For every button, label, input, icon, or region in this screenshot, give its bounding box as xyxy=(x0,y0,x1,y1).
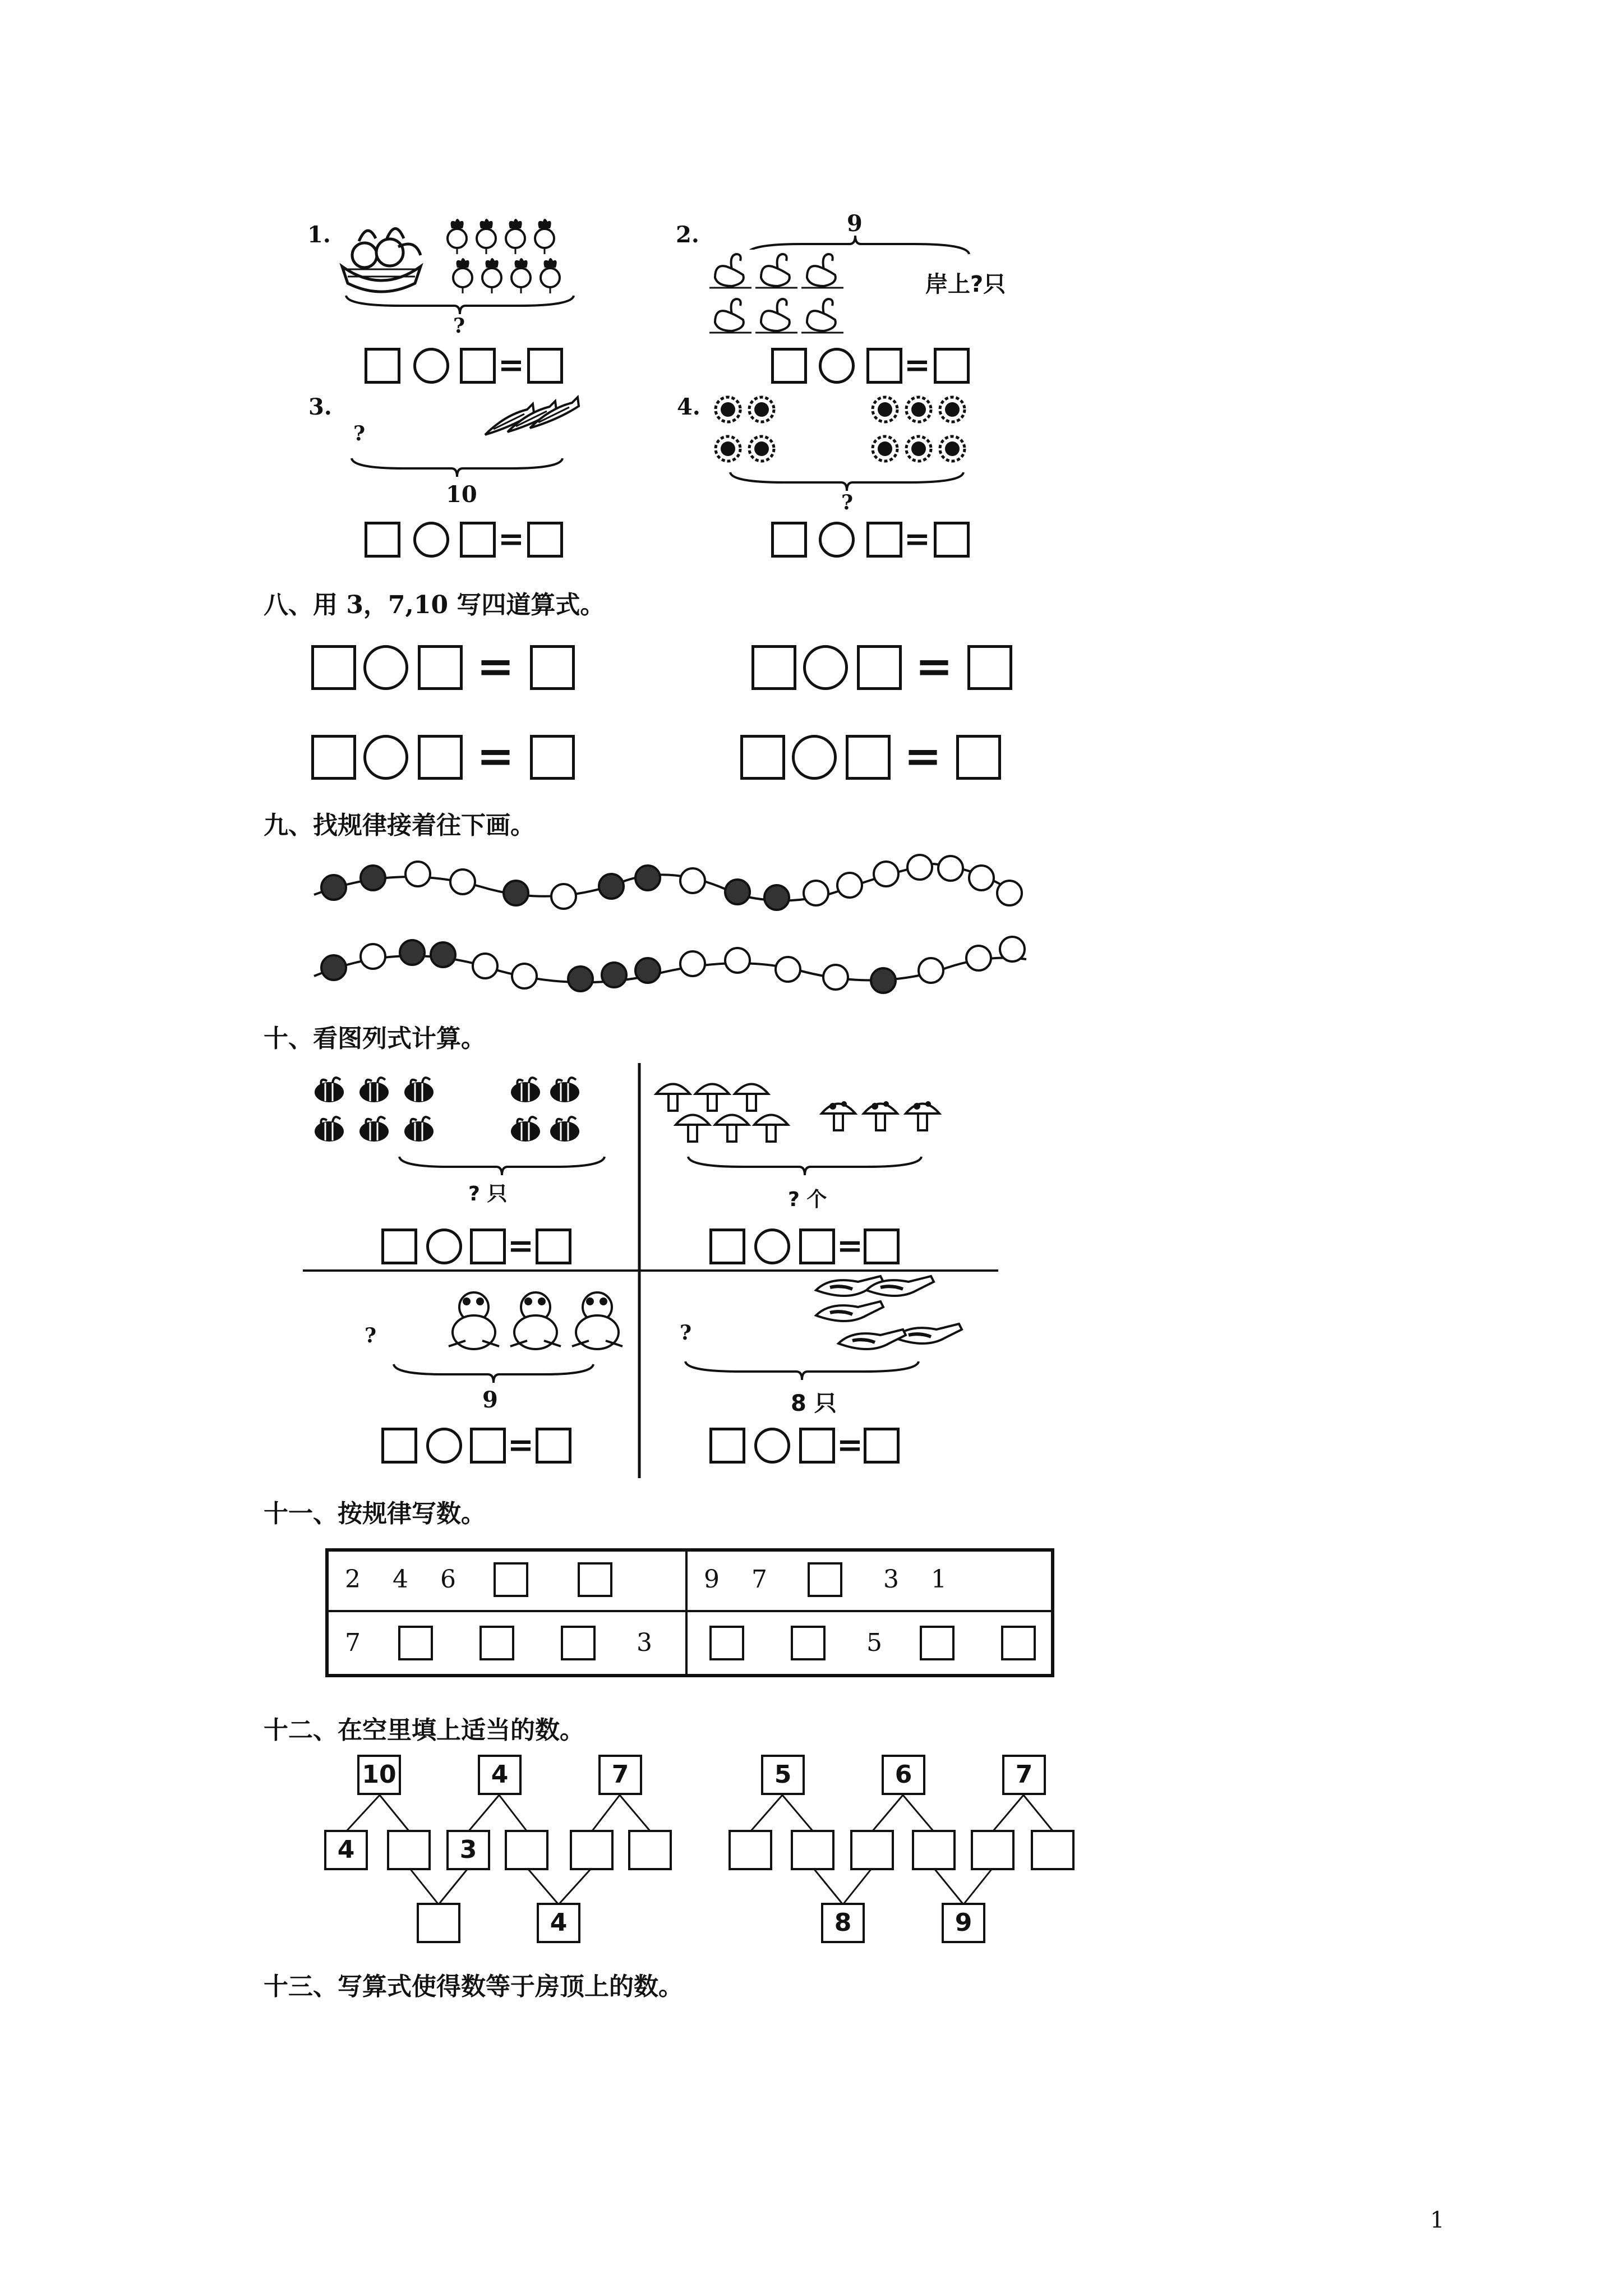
q4-question: ? xyxy=(680,1321,692,1345)
tree-branch-box[interactable]: 3 xyxy=(446,1830,490,1870)
equals-sign: = xyxy=(477,729,515,782)
problem-1-number: 1. xyxy=(307,222,331,248)
tree-branch-box[interactable] xyxy=(850,1830,894,1870)
tree-bottom-box[interactable]: 9 xyxy=(942,1903,985,1943)
sequence-number: 9 xyxy=(704,1565,720,1594)
tree-branch-box[interactable] xyxy=(570,1830,614,1870)
sequence-number: 2 xyxy=(345,1565,361,1594)
equals-sign: = xyxy=(904,521,930,558)
tree-branch-box[interactable] xyxy=(628,1830,672,1870)
tree-bottom-box[interactable] xyxy=(417,1903,460,1943)
sequence-number: 7 xyxy=(751,1565,767,1594)
problem-2-number: 2. xyxy=(676,222,699,248)
equals-sign: = xyxy=(904,347,930,384)
problem-4-question: ? xyxy=(841,491,854,514)
tree-bottom-box[interactable]: 4 xyxy=(537,1903,580,1943)
equals-sign: = xyxy=(508,1427,534,1464)
tree-branch-box[interactable] xyxy=(1031,1830,1075,1870)
tree-branch-box[interactable] xyxy=(728,1830,772,1870)
q3-total: 9 xyxy=(482,1387,498,1413)
tree-top-number: 6 xyxy=(882,1755,925,1795)
q2-question: ? 个 xyxy=(788,1188,827,1211)
tree-top-number: 7 xyxy=(1002,1755,1046,1795)
equals-sign: = xyxy=(904,729,942,782)
problem-2-note: 岸上?只 xyxy=(925,272,1006,297)
equals-sign: = xyxy=(498,347,524,384)
tree-branch-box[interactable] xyxy=(505,1830,548,1870)
tree-top-number: 4 xyxy=(478,1755,522,1795)
section-10-heading: 十、看图列式计算。 xyxy=(264,1024,486,1053)
sequence-number: 5 xyxy=(866,1628,882,1657)
equals-sign: = xyxy=(498,521,524,558)
problem-2-total: 9 xyxy=(847,210,863,237)
tree-top-number: 7 xyxy=(598,1755,642,1795)
q3-question: ? xyxy=(365,1324,377,1347)
section-13-heading: 十三、写算式使得数等于房顶上的数。 xyxy=(264,1972,683,2001)
section-12-heading: 十二、在空里填上适当的数。 xyxy=(264,1716,584,1745)
tree-top-number: 5 xyxy=(761,1755,805,1795)
problem-3-question: ? xyxy=(353,422,366,445)
problem-1-question: ? xyxy=(453,314,465,338)
tree-branch-box[interactable] xyxy=(387,1830,431,1870)
section-9-heading: 九、找规律接着往下画。 xyxy=(264,811,535,840)
section-11-heading: 十一、按规律写数。 xyxy=(264,1499,486,1528)
section-8-heading: 八、用 3，7,10 写四道算式。 xyxy=(264,591,605,619)
tree-top-number: 10 xyxy=(357,1755,401,1795)
tree-bottom-box[interactable]: 8 xyxy=(821,1903,865,1943)
problem-4-number: 4. xyxy=(677,394,700,420)
sequence-number: 4 xyxy=(393,1565,408,1594)
sequence-number: 6 xyxy=(440,1565,456,1594)
problem-3-number: 3. xyxy=(308,394,332,420)
equals-sign: = xyxy=(508,1227,534,1264)
tree-branch-box[interactable]: 4 xyxy=(324,1830,368,1870)
sequence-number: 7 xyxy=(345,1628,361,1657)
equals-sign: = xyxy=(915,639,953,692)
sequence-number: 1 xyxy=(931,1565,947,1594)
sequence-number: 3 xyxy=(637,1628,652,1657)
q4-total: 8 只 xyxy=(791,1391,837,1416)
tree-branch-box[interactable] xyxy=(791,1830,834,1870)
tree-branch-box[interactable] xyxy=(971,1830,1015,1870)
sequence-number: 3 xyxy=(883,1565,899,1594)
page-number: 1 xyxy=(1430,2207,1445,2233)
q1-question: ? 只 xyxy=(468,1182,508,1205)
equals-sign: = xyxy=(837,1227,863,1264)
equals-sign: = xyxy=(477,639,515,692)
problem-3-total: 10 xyxy=(446,481,477,508)
tree-branch-box[interactable] xyxy=(912,1830,956,1870)
equals-sign: = xyxy=(837,1427,863,1464)
